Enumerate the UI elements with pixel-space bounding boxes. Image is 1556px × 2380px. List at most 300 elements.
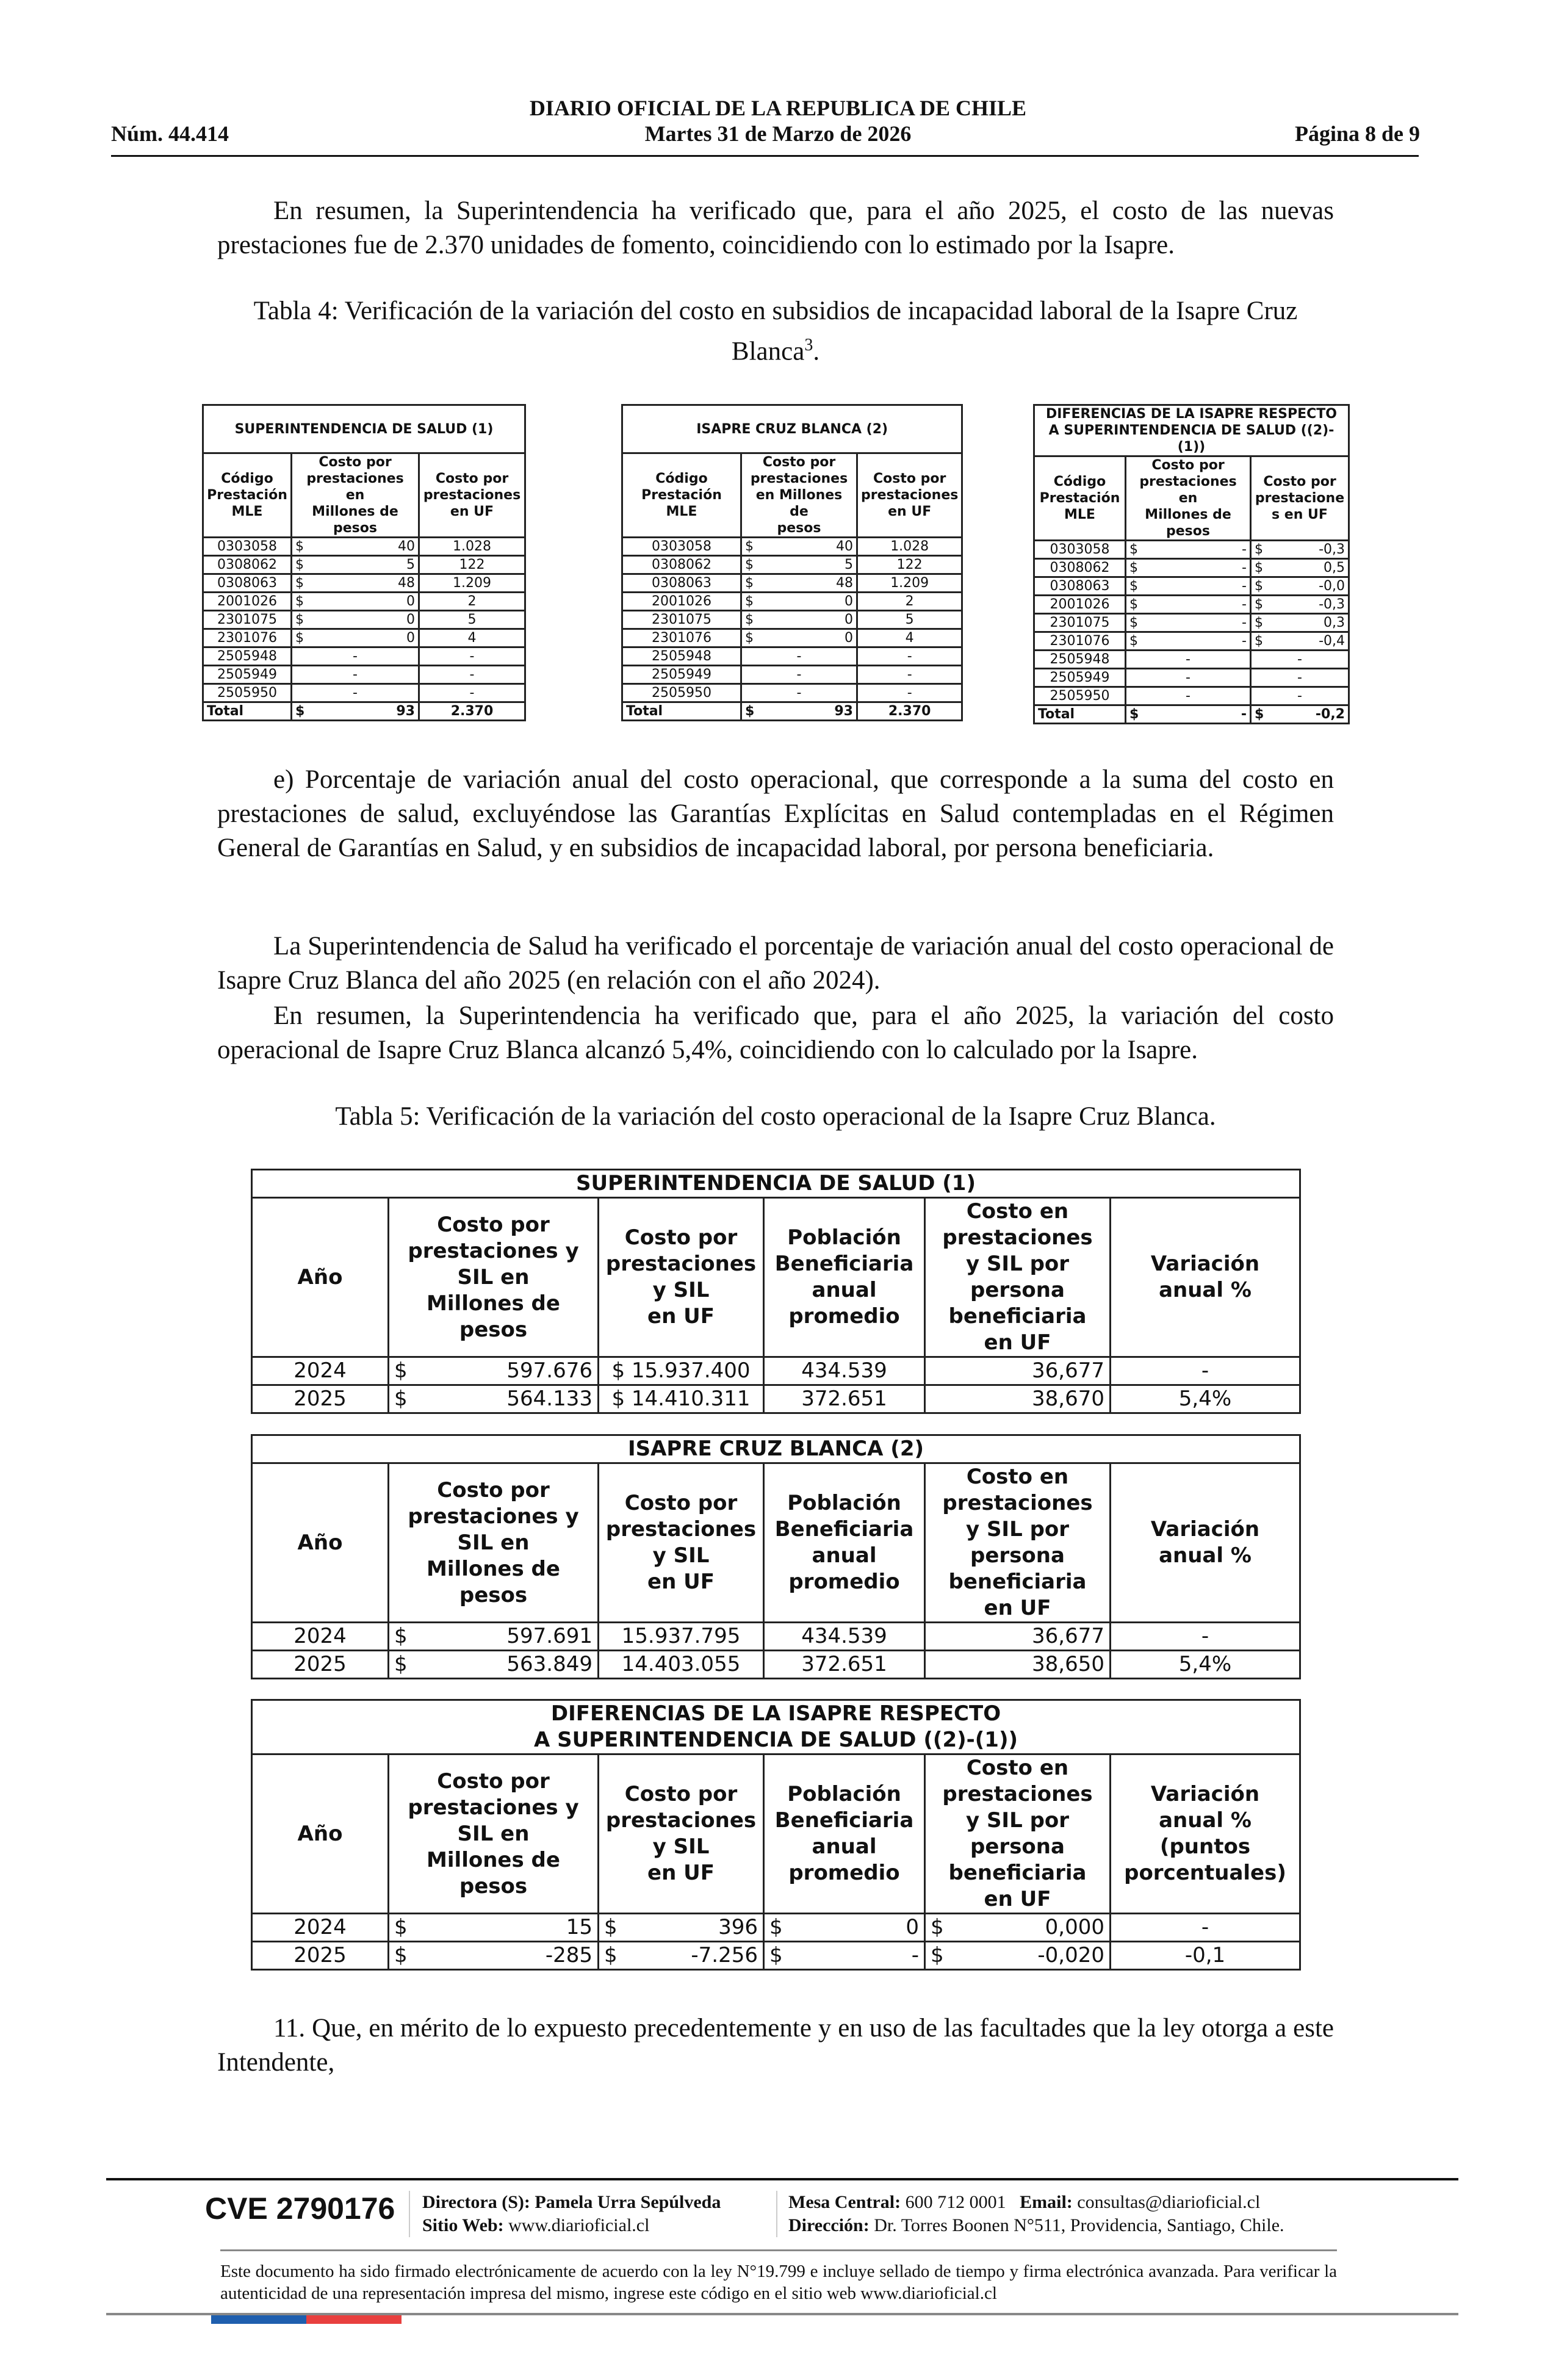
- table-row: [622, 666, 962, 684]
- cell-value: 0: [406, 594, 415, 609]
- value-pair: [745, 703, 853, 719]
- table-cell: 2505950: [1034, 687, 1126, 705]
- cell-value: 0: [906, 1915, 919, 1939]
- table-cell: [389, 1385, 599, 1413]
- table-cell: 2001026: [622, 593, 741, 611]
- table-row: [622, 538, 962, 556]
- cost-table-2: [251, 1434, 1301, 1679]
- paragraph-11: [217, 2011, 1334, 2080]
- total-cell: Total: [622, 702, 741, 721]
- cell-value: 0,5: [1324, 560, 1345, 575]
- newspaper-title: DIARIO OFICIAL DE LA REPUBLICA DE CHILE: [529, 96, 1027, 120]
- currency-symbol: $: [745, 557, 754, 572]
- cell-value: -: [1242, 633, 1247, 649]
- table-title-row: [622, 405, 962, 453]
- table-cell: $ 14.410.311: [599, 1385, 764, 1413]
- cell-value: 36,677: [1032, 1358, 1104, 1383]
- value-pair: [1255, 541, 1345, 558]
- table-cell: -: [292, 666, 419, 684]
- currency-symbol: $: [295, 575, 304, 591]
- column-header: Costo en prestaciones y SIL por persona beneficiaria en UF: [925, 1754, 1111, 1914]
- value-pair: [295, 557, 415, 573]
- currency-symbol: $: [1255, 542, 1263, 557]
- currency-symbol: $: [394, 1387, 408, 1411]
- cell-value: -: [1241, 707, 1247, 722]
- table-cell: [389, 1914, 599, 1942]
- value-pair: [394, 1386, 593, 1412]
- table-cell: 2025: [252, 1385, 389, 1413]
- value-pair: [1129, 541, 1247, 558]
- cell-value: 40: [836, 539, 853, 554]
- total-cell: [292, 702, 419, 721]
- currency-symbol: $: [604, 1943, 618, 1967]
- total-row: [622, 702, 962, 721]
- table-cell: [389, 1357, 599, 1385]
- table-cell: 2505949: [203, 666, 292, 684]
- currency-symbol: $: [295, 630, 304, 646]
- value-pair: [1129, 578, 1247, 594]
- table-cell: 15.937.795: [599, 1623, 764, 1651]
- table-cell: [741, 556, 857, 574]
- table-header-row: [252, 1463, 1300, 1623]
- cell-value: 40: [398, 539, 415, 554]
- value-pair: [1255, 633, 1345, 649]
- table-cell: -0,1: [1111, 1942, 1300, 1970]
- table-cell: [1251, 632, 1349, 651]
- value-pair: [295, 593, 415, 610]
- table-cell: [925, 1942, 1111, 1970]
- table-title: SUPERINTENDENCIA DE SALUD (1): [252, 1170, 1300, 1198]
- table-cell: 5,4%: [1111, 1651, 1300, 1679]
- table-title: DIFERENCIAS DE LA ISAPRE RESPECTO A SUPERINTENDENCIA DE SALUD ((2)-(1)): [252, 1700, 1300, 1754]
- column-header: Población Beneficiaria anual promedio: [764, 1754, 925, 1914]
- table-cell: [925, 1623, 1111, 1651]
- value-pair: [394, 1358, 593, 1384]
- value-pair: [931, 1386, 1104, 1412]
- table-cell: 0308062: [203, 556, 292, 574]
- value-pair: [1255, 560, 1345, 576]
- table-cell: [925, 1914, 1111, 1942]
- currency-symbol: $: [394, 1652, 408, 1676]
- table-cell: 2001026: [203, 593, 292, 611]
- value-pair: [1255, 578, 1345, 594]
- table-cell: [741, 611, 857, 629]
- table-cell: [292, 574, 419, 593]
- cell-value: -: [1242, 615, 1247, 630]
- table-row: [622, 593, 962, 611]
- table-row: [622, 574, 962, 593]
- table-cell: [599, 1942, 764, 1970]
- page-number: Página 8 de 9: [1294, 121, 1420, 146]
- paragraph-summary-2: [217, 999, 1334, 1067]
- cell-value: -0,3: [1319, 597, 1345, 612]
- table-cell: 2301076: [203, 629, 292, 647]
- currency-symbol: $: [769, 1915, 783, 1939]
- cell-value: 93: [396, 704, 415, 719]
- table-row: [1034, 651, 1349, 669]
- website-line: [422, 2214, 649, 2237]
- value-pair: [394, 1651, 593, 1678]
- table-row: [252, 1651, 1300, 1679]
- value-pair: [769, 1914, 919, 1941]
- table-cell: -: [1251, 687, 1349, 705]
- column-header: Costo en prestaciones y SIL por persona beneficiaria en UF: [925, 1198, 1111, 1357]
- table-cell: 2301076: [1034, 632, 1126, 651]
- value-pair: [745, 630, 853, 646]
- currency-symbol: $: [394, 1358, 408, 1383]
- table-cell: [925, 1357, 1111, 1385]
- cell-value: -: [911, 1943, 919, 1967]
- table-cell: 372.651: [764, 1651, 925, 1679]
- table-cell: 4: [857, 629, 962, 647]
- table-cell: -: [741, 684, 857, 702]
- value-pair: [295, 611, 415, 628]
- caption-end: .: [813, 337, 820, 366]
- table-cell: -: [1126, 651, 1251, 669]
- table-row: [203, 593, 525, 611]
- table-row: [622, 647, 962, 666]
- cell-value: 5: [845, 557, 853, 572]
- table-cell: [741, 629, 857, 647]
- verification-table-3: [1033, 404, 1350, 724]
- table-title-row: [252, 1700, 1300, 1754]
- flag-bar-blue: [211, 2315, 306, 2324]
- column-header: Costo por prestaciones en UF: [857, 453, 962, 538]
- table-cell: 14.403.055: [599, 1651, 764, 1679]
- website-label: Sitio Web:: [422, 2215, 504, 2235]
- table-cell: 1.209: [857, 574, 962, 593]
- table-cell: -: [1126, 687, 1251, 705]
- currency-symbol: $: [1255, 597, 1263, 612]
- table-row: [1034, 541, 1349, 559]
- value-pair: [769, 1942, 919, 1969]
- table-title-row: [1034, 405, 1349, 456]
- table-row: [252, 1385, 1300, 1413]
- value-pair: [295, 575, 415, 591]
- table-row: [1034, 614, 1349, 632]
- director-name: Pamela Urra Sepúlveda: [535, 2192, 721, 2212]
- currency-symbol: $: [295, 557, 304, 572]
- currency-symbol: $: [394, 1915, 408, 1939]
- table-row: [203, 538, 525, 556]
- table-cell: 2024: [252, 1623, 389, 1651]
- table-cell: [1251, 614, 1349, 632]
- verification-table-2: [621, 404, 963, 721]
- table-title: ISAPRE CRUZ BLANCA (2): [622, 405, 962, 453]
- address-label: Dirección:: [788, 2215, 870, 2235]
- cell-value: -0,4: [1319, 633, 1345, 649]
- table-header-row: [203, 453, 525, 538]
- table-cell: [292, 611, 419, 629]
- website-link[interactable]: www.diarioficial.cl: [508, 2215, 650, 2235]
- value-pair: [745, 575, 853, 591]
- currency-symbol: $: [1255, 579, 1263, 594]
- table-row: [1034, 577, 1349, 596]
- paragraph-e: [217, 763, 1334, 865]
- paragraph-verification: [217, 929, 1334, 998]
- table-cell: [1251, 559, 1349, 577]
- table-cell: 0308062: [622, 556, 741, 574]
- table-cell: [389, 1651, 599, 1679]
- table-cell: [1126, 596, 1251, 614]
- table-row: [203, 647, 525, 666]
- total-cell: [1126, 705, 1251, 724]
- value-pair: [931, 1623, 1104, 1650]
- table-cell: [741, 574, 857, 593]
- currency-symbol: $: [1129, 597, 1138, 612]
- contact-line: [788, 2191, 1260, 2214]
- table-cell: [1251, 541, 1349, 559]
- cell-value: 563.849: [506, 1652, 593, 1676]
- table-cell: -: [1126, 669, 1251, 687]
- total-cell: [1251, 705, 1349, 724]
- table4-caption: [217, 294, 1334, 369]
- currency-symbol: $: [394, 1624, 408, 1648]
- flag-bar-red: [306, 2315, 402, 2324]
- footer-divider: [776, 2191, 777, 2237]
- table-cell: 5,4%: [1111, 1385, 1300, 1413]
- table-cell: [292, 556, 419, 574]
- cell-value: 48: [398, 575, 415, 591]
- value-pair: [1255, 706, 1345, 723]
- currency-symbol: $: [604, 1915, 618, 1939]
- cell-value: 0,3: [1324, 615, 1345, 630]
- cell-value: -0,0: [1319, 579, 1345, 594]
- table-row: [622, 556, 962, 574]
- paragraph-text: 11. Que, en mérito de lo expuesto precedentemente y en uso de las facultades que la ley otorga a este Intendente,: [217, 2014, 1334, 2077]
- cost-table-1: [251, 1169, 1301, 1414]
- column-header: Población Beneficiaria anual promedio: [764, 1198, 925, 1357]
- table-row: [203, 611, 525, 629]
- table-cell: 1.209: [419, 574, 525, 593]
- table-cell: 5: [857, 611, 962, 629]
- table-cell: 2025: [252, 1651, 389, 1679]
- total-row: [203, 702, 525, 721]
- table-row: [252, 1914, 1300, 1942]
- value-pair: [1255, 615, 1345, 631]
- value-pair: [394, 1623, 593, 1650]
- footnote-ref[interactable]: 3: [804, 336, 813, 355]
- table-cell: 2: [419, 593, 525, 611]
- value-pair: [295, 630, 415, 646]
- cost-table-3: [251, 1699, 1301, 1971]
- table-cell: 0308063: [622, 574, 741, 593]
- table-cell: 0303058: [1034, 541, 1126, 559]
- value-pair: [1129, 706, 1247, 723]
- cell-value: 597.676: [506, 1358, 593, 1383]
- issue-number: Núm. 44.414: [111, 121, 229, 146]
- table-cell: -: [292, 684, 419, 702]
- table-cell: [1126, 614, 1251, 632]
- table-cell: -: [741, 647, 857, 666]
- total-cell: 2.370: [419, 702, 525, 721]
- column-header: Costo por prestaciones y SIL en Millones de pesos: [389, 1198, 599, 1357]
- value-pair: [295, 538, 415, 555]
- table-cell: [1126, 577, 1251, 596]
- total-row: [1034, 705, 1349, 724]
- cell-value: 0: [845, 630, 853, 646]
- currency-symbol: $: [745, 539, 754, 554]
- footer-separator: [220, 2249, 1337, 2251]
- table-cell: -: [419, 647, 525, 666]
- table-row: [1034, 669, 1349, 687]
- table-cell: -: [292, 647, 419, 666]
- currency-symbol: $: [931, 1915, 944, 1939]
- paragraph-text: e) Porcentaje de variación anual del costo operacional, que corresponde a la suma del costo en prestaciones de salud, excluyéndose las Garantías Explícitas en Salud contempladas en el Régimen General de Garantías en Salud, y en subsidios de incapacidad laboral, por persona beneficiaria.: [217, 765, 1334, 862]
- table-cell: [292, 538, 419, 556]
- column-header: Costo por prestaciones en UF: [419, 453, 525, 538]
- cell-value: 396: [718, 1915, 758, 1939]
- table-row: [1034, 632, 1349, 651]
- cell-value: 38,670: [1032, 1387, 1104, 1411]
- column-header: Variación anual %: [1111, 1463, 1300, 1623]
- cell-value: -0,3: [1319, 542, 1345, 557]
- currency-symbol: $: [394, 1943, 408, 1967]
- table-header-row: [252, 1754, 1300, 1914]
- table-cell: 1.028: [419, 538, 525, 556]
- table-cell: 2024: [252, 1914, 389, 1942]
- table-cell: [1126, 541, 1251, 559]
- cell-value: 0: [406, 630, 415, 646]
- table-cell: 2505949: [622, 666, 741, 684]
- total-cell: [741, 702, 857, 721]
- value-pair: [745, 538, 853, 555]
- currency-symbol: $: [1129, 615, 1138, 630]
- value-pair: [745, 593, 853, 610]
- table-row: [203, 666, 525, 684]
- table-cell: [292, 593, 419, 611]
- table-cell: [764, 1914, 925, 1942]
- cell-value: -: [1242, 597, 1247, 612]
- column-header: Año: [252, 1198, 389, 1357]
- currency-symbol: $: [769, 1943, 783, 1967]
- table-cell: 1.028: [857, 538, 962, 556]
- phone-number: 600 712 0001: [905, 2192, 1006, 2212]
- cell-value: -7.256: [691, 1943, 758, 1967]
- table-cell: 5: [419, 611, 525, 629]
- footer-rule: [106, 2178, 1458, 2180]
- table-cell: 2001026: [1034, 596, 1126, 614]
- column-header: Año: [252, 1463, 389, 1623]
- table-cell: 2505950: [622, 684, 741, 702]
- table-cell: 0303058: [622, 538, 741, 556]
- table-cell: -: [1111, 1357, 1300, 1385]
- currency-symbol: $: [295, 704, 305, 719]
- currency-symbol: $: [1255, 615, 1263, 630]
- value-pair: [931, 1942, 1104, 1969]
- currency-symbol: $: [1129, 707, 1139, 722]
- cell-value: 15: [566, 1915, 593, 1939]
- table-cell: 2301075: [1034, 614, 1126, 632]
- director-line: [422, 2191, 721, 2214]
- cell-value: -285: [545, 1943, 593, 1967]
- address-line: [788, 2214, 1284, 2237]
- paragraph-summary-1: [217, 194, 1334, 262]
- value-pair: [604, 1942, 758, 1969]
- currency-symbol: $: [1129, 542, 1138, 557]
- column-header: Costo por prestaciones en Millones de pesos: [292, 453, 419, 538]
- director-label: Directora (S):: [422, 2192, 530, 2212]
- table-cell: -: [857, 647, 962, 666]
- table-row: [203, 684, 525, 702]
- table-cell: 2505949: [1034, 669, 1126, 687]
- currency-symbol: $: [931, 1943, 944, 1967]
- table-cell: [741, 538, 857, 556]
- currency-symbol: $: [745, 704, 755, 719]
- table-cell: [1251, 596, 1349, 614]
- cell-value: 38,650: [1032, 1652, 1104, 1676]
- table-title-row: [252, 1170, 1300, 1198]
- table-cell: 0303058: [203, 538, 292, 556]
- email-label: Email:: [1020, 2192, 1073, 2212]
- column-header: Costo por prestaciones y SIL en UF: [599, 1463, 764, 1623]
- table-cell: 2024: [252, 1357, 389, 1385]
- cell-value: 564.133: [506, 1387, 593, 1411]
- table-cell: [1126, 559, 1251, 577]
- value-pair: [931, 1651, 1104, 1678]
- currency-symbol: $: [745, 630, 754, 646]
- table-header-row: [1034, 456, 1349, 541]
- currency-symbol: $: [1255, 560, 1263, 575]
- cell-value: 597.691: [506, 1624, 593, 1648]
- table-row: [1034, 687, 1349, 705]
- table-cell: -: [741, 666, 857, 684]
- issue-date: Martes 31 de Marzo de 2026: [644, 121, 912, 146]
- table-cell: -: [1251, 669, 1349, 687]
- table-cell: 122: [857, 556, 962, 574]
- value-pair: [295, 703, 415, 719]
- currency-symbol: $: [745, 594, 754, 609]
- table-row: [622, 611, 962, 629]
- table-title: SUPERINTENDENCIA DE SALUD (1): [203, 405, 525, 453]
- table-row: [252, 1357, 1300, 1385]
- column-header: Población Beneficiaria anual promedio: [764, 1463, 925, 1623]
- table-cell: 0308063: [1034, 577, 1126, 596]
- currency-symbol: $: [1129, 579, 1138, 594]
- column-header: Costo por prestaciones y SIL en Millones de pesos: [389, 1754, 599, 1914]
- table-cell: 0308063: [203, 574, 292, 593]
- table-cell: -: [419, 684, 525, 702]
- column-header: Costo por prestaciones en Millones de pesos: [741, 453, 857, 538]
- value-pair: [1129, 615, 1247, 631]
- column-header: Código Prestación MLE: [622, 453, 741, 538]
- column-header: Variación anual %: [1111, 1198, 1300, 1357]
- table-cell: [764, 1942, 925, 1970]
- currency-symbol: $: [1129, 633, 1138, 649]
- cell-value: -0,2: [1315, 707, 1345, 722]
- table-row: [252, 1942, 1300, 1970]
- column-header: Costo por prestaciones y SIL en UF: [599, 1754, 764, 1914]
- table-row: [252, 1623, 1300, 1651]
- column-header: Costo por prestaciones y SIL en Millones de pesos: [389, 1463, 599, 1623]
- email-link[interactable]: consultas@diarioficial.cl: [1077, 2192, 1261, 2212]
- cell-value: 93: [834, 704, 853, 719]
- table-cell: 0308062: [1034, 559, 1126, 577]
- currency-symbol: $: [1129, 560, 1138, 575]
- table-cell: 434.539: [764, 1623, 925, 1651]
- currency-symbol: $: [1255, 707, 1264, 722]
- table-row: [622, 629, 962, 647]
- table-cell: 2505948: [203, 647, 292, 666]
- currency-symbol: $: [1255, 633, 1263, 649]
- table-cell: [389, 1623, 599, 1651]
- table-cell: [1251, 577, 1349, 596]
- table-title: ISAPRE CRUZ BLANCA (2): [252, 1435, 1300, 1463]
- table-cell: 434.539: [764, 1357, 925, 1385]
- currency-symbol: $: [745, 612, 754, 627]
- table-cell: [599, 1914, 764, 1942]
- table-cell: [741, 593, 857, 611]
